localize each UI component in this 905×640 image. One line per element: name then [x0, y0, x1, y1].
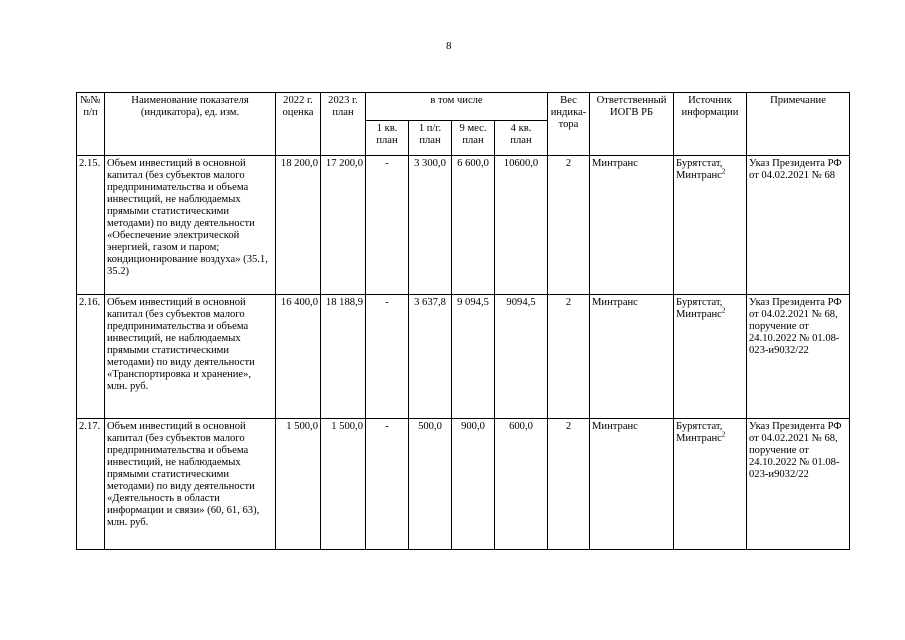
row-h1: 3 300,0: [409, 156, 452, 295]
row-q4: 600,0: [495, 419, 548, 550]
row-q1: -: [366, 156, 409, 295]
row-num: 2.16.: [77, 295, 105, 419]
row-name: Объем инвестиций в основной капитал (без субъектов малого предпринимательства и объема инвестиций, не наблюдаемых прямыми статистическими методами) по виду деятельности «Транспортировка и хранение», млн. руб.: [105, 295, 276, 419]
row-2023: 17 200,0: [321, 156, 366, 295]
row-source: [674, 295, 747, 419]
row-num: 2.15.: [77, 156, 105, 295]
header-q4: 4 кв. план: [495, 121, 548, 156]
header-2023: 2023 г. план: [321, 93, 366, 156]
table-row: [77, 295, 850, 419]
row-2023: 1 500,0: [321, 419, 366, 550]
row-2023: 18 188,9: [321, 295, 366, 419]
row-weight: 2: [548, 295, 590, 419]
header-source: Источник информации: [674, 93, 747, 156]
row-responsible: Минтранс: [590, 419, 674, 550]
row-source-text: Бурятстат, Минтранс: [676, 158, 723, 181]
header-9m: 9 мес. план: [452, 121, 495, 156]
row-q4: 9094,5: [495, 295, 548, 419]
row-9m: 9 094,5: [452, 295, 495, 419]
row-q1: -: [366, 419, 409, 550]
row-q1: -: [366, 295, 409, 419]
footnote-mark: 2: [721, 167, 726, 176]
table-row: [77, 419, 850, 550]
row-note: Указ Президента РФ от 04.02.2021 № 68: [747, 156, 850, 295]
row-source-text: Бурятстат, Минтранс: [676, 421, 723, 444]
row-source-text: Бурятстат, Минтранс: [676, 297, 723, 320]
row-name: Объем инвестиций в основной капитал (без субъектов малого предпринимательства и объема инвестиций, не наблюдаемых прямыми статистическими методами) по виду деятельности «Обеспечение электрической энергией, газом и паром; кондиционирование воздуха» (35.1, 35.2): [105, 156, 276, 295]
header-q1: 1 кв. план: [366, 121, 409, 156]
row-9m: 6 600,0: [452, 156, 495, 295]
row-weight: 2: [548, 419, 590, 550]
header-h1: 1 п/г. план: [409, 121, 452, 156]
row-q4: 10600,0: [495, 156, 548, 295]
row-9m: 900,0: [452, 419, 495, 550]
header-including: в том числе: [366, 93, 548, 121]
footnote-mark: 2: [721, 306, 726, 315]
indicators-table: [76, 92, 850, 550]
row-weight: 2: [548, 156, 590, 295]
row-note: Указ Президента РФ от 04.02.2021 № 68, поручение от 24.10.2022 № 01.08-023-и9032/22: [747, 295, 850, 419]
row-2022: 1 500,0: [276, 419, 321, 550]
page-number: 8: [446, 40, 452, 52]
row-note: Указ Президента РФ от 04.02.2021 № 68, поручение от 24.10.2022 № 01.08-023-и9032/22: [747, 419, 850, 550]
header-note: Примечание: [747, 93, 850, 156]
header-name: Наименование показателя (индикатора), ед. изм.: [105, 93, 276, 156]
header-num: №№ п/п: [77, 93, 105, 156]
row-name: Объем инвестиций в основной капитал (без субъектов малого предпринимательства и объема инвестиций, не наблюдаемых прямыми статистическими методами) по виду деятельности «Деятельность в области информации и связи» (60, 61, 63), млн. руб.: [105, 419, 276, 550]
header-weight: Вес индика- тора: [548, 93, 590, 156]
table-row: [77, 156, 850, 295]
row-h1: 500,0: [409, 419, 452, 550]
header-2022: 2022 г. оценка: [276, 93, 321, 156]
row-responsible: Минтранс: [590, 295, 674, 419]
footnote-mark: 2: [721, 430, 726, 439]
header-row-1: [77, 93, 850, 121]
row-2022: 16 400,0: [276, 295, 321, 419]
row-responsible: Минтранс: [590, 156, 674, 295]
row-source: [674, 419, 747, 550]
row-source: [674, 156, 747, 295]
row-2022: 18 200,0: [276, 156, 321, 295]
row-num: 2.17.: [77, 419, 105, 550]
header-responsible: Ответственный ИОГВ РБ: [590, 93, 674, 156]
row-h1: 3 637,8: [409, 295, 452, 419]
